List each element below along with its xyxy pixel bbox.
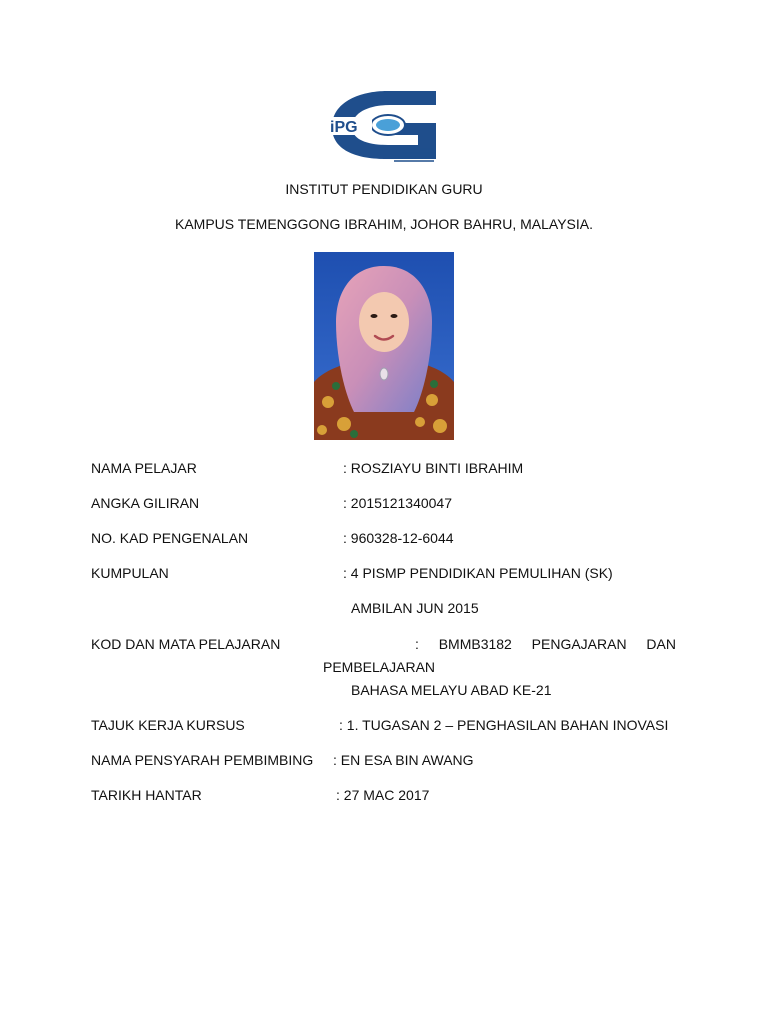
kod-word-dan: DAN [646, 636, 676, 652]
student-photo [314, 252, 454, 440]
institute-name: INSTITUT PENDIDIKAN GURU [285, 181, 483, 197]
label-kod-mata-pelajaran: KOD DAN MATA PELAJARAN [91, 636, 281, 652]
kod-word-pengajaran: PENGAJARAN [531, 636, 627, 652]
value-kad-pengenalan: : 960328-12-6044 [343, 530, 454, 546]
label-tarikh-hantar: TARIKH HANTAR [91, 787, 202, 803]
value-nama-pensyarah: : EN ESA BIN AWANG [333, 752, 474, 768]
ipg-logo [328, 87, 438, 163]
label-nama-pelajar: NAMA PELAJAR [91, 460, 197, 476]
label-angka-giliran: ANGKA GILIRAN [91, 495, 200, 511]
value-kumpulan: : 4 PISMP PENDIDIKAN PEMULIHAN (SK) [343, 565, 613, 581]
kod-colon: : [415, 636, 419, 652]
value-tarikh-hantar: : 27 MAC 2017 [336, 787, 430, 803]
label-tajuk-kerja-kursus: TAJUK KERJA KURSUS [91, 717, 245, 733]
label-kumpulan: KUMPULAN [91, 565, 169, 581]
value-kumpulan-ambilan: AMBILAN JUN 2015 [351, 600, 479, 616]
logo-text: iPG [330, 119, 358, 136]
value-nama-pelajar: : ROSZIAYU BINTI IBRAHIM [343, 460, 524, 476]
value-angka-giliran: : 2015121340047 [343, 495, 452, 511]
label-nama-pensyarah: NAMA PENSYARAH PEMBIMBING [91, 752, 314, 768]
value-kod-mata-pelajaran-line2: PEMBELAJARAN [323, 659, 436, 675]
label-kad-pengenalan: NO. KAD PENGENALAN [91, 530, 249, 546]
kod-code: BMMB3182 [438, 636, 512, 652]
campus-name: KAMPUS TEMENGGONG IBRAHIM, JOHOR BAHRU, MALAYSIA. [175, 216, 593, 232]
value-kod-mata-pelajaran-line3: BAHASA MELAYU ABAD KE-21 [351, 682, 552, 698]
value-tajuk-kerja-kursus: : 1. TUGASAN 2 – PENGHASILAN BAHAN INOVASI [339, 717, 669, 733]
value-kod-mata-pelajaran-line1 [415, 636, 676, 652]
